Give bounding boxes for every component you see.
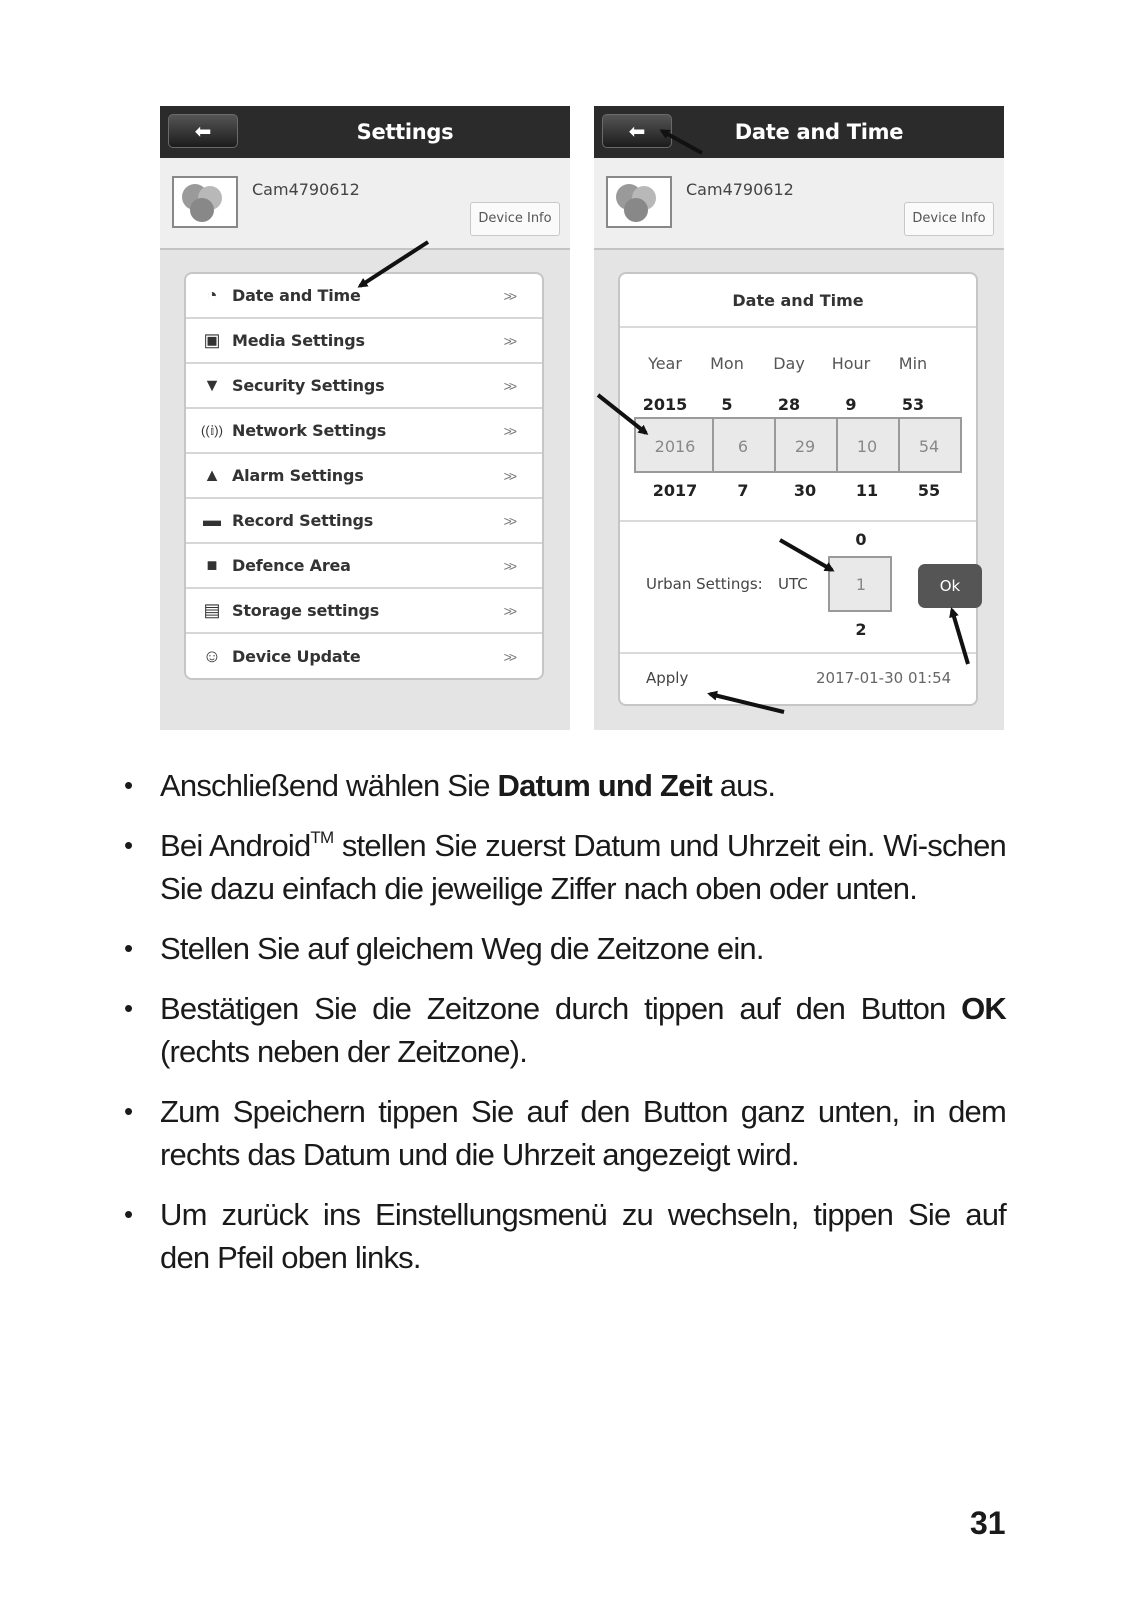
menu-item-label: Record Settings — [232, 511, 374, 530]
menu-item-network-settings[interactable] — [186, 409, 542, 454]
column-header-day: Day — [773, 354, 805, 373]
bullet-2: • Bei Android™ stellen Sie zuerst Datum und Uhrzeit ein. Wi-schen Sie dazu einfach die jeweilige Ziffer nach oben oder unten. — [120, 824, 1006, 910]
menu-item-security-settings[interactable] — [186, 364, 542, 409]
chevron-icon: >> — [503, 377, 514, 394]
divider — [620, 520, 976, 522]
date-time-screenshot — [594, 106, 1004, 730]
lock-icon: ■ — [206, 555, 218, 575]
column-header-mon: Mon — [710, 354, 744, 373]
year-above: 2015 — [642, 395, 688, 414]
camera-name: Cam4790612 — [686, 180, 794, 199]
chevron-icon: >> — [503, 648, 514, 665]
mon-above: 5 — [721, 395, 733, 414]
page-number: 31 — [970, 1505, 1006, 1541]
min-selected: 54 — [918, 437, 940, 456]
menu-item-label: Media Settings — [232, 331, 365, 350]
column-header-hour: Hour — [831, 354, 871, 373]
bullet-5: • Zum Speichern tippen Sie auf den Button ganz unten, in dem rechts das Datum und die Uhrzeit angezeigt wird. — [120, 1090, 1006, 1176]
menu-item-alarm-settings[interactable] — [186, 454, 542, 499]
menu-item-label: Network Settings — [232, 421, 387, 440]
column-header-year: Year — [648, 354, 682, 373]
antenna-icon: ((𝕚)) — [201, 422, 223, 438]
day-below: 30 — [793, 481, 817, 500]
camera-thumbnail-icon — [172, 176, 238, 228]
back-arrow-icon: ⬅ — [194, 120, 212, 143]
menu-item-device-update[interactable] — [186, 634, 542, 679]
day-selected: 29 — [794, 437, 816, 456]
menu-item-date-and-time[interactable] — [186, 274, 542, 319]
apply-datetime-value[interactable]: 2017-01-30 01:54 — [816, 669, 952, 687]
menu-item-media-settings[interactable] — [186, 319, 542, 364]
instruction-list — [120, 764, 1006, 1296]
hour-selected: 10 — [856, 437, 878, 456]
min-below: 55 — [917, 481, 941, 500]
column-header-min: Min — [898, 354, 928, 373]
year-below: 2017 — [652, 481, 698, 500]
back-arrow-icon: ⬅ — [628, 120, 646, 143]
device-bar — [160, 158, 570, 250]
menu-item-storage-settings[interactable] — [186, 589, 542, 634]
hour-below: 11 — [855, 481, 879, 500]
menu-item-defence-area[interactable] — [186, 544, 542, 589]
panel-title: Date and Time — [620, 274, 976, 328]
device-info-button[interactable]: Device Info — [904, 202, 994, 236]
bullet-1: • Anschließend wählen Sie Datum und Zeit aus. — [120, 764, 1006, 807]
back-button[interactable] — [168, 114, 238, 148]
hour-above: 9 — [845, 395, 857, 414]
chevron-icon: >> — [503, 287, 514, 304]
bullet-4: • Bestätigen Sie die Zeitzone durch tippen auf den Button OK (rechts neben der Zeitzone). — [120, 987, 1006, 1073]
chevron-icon: >> — [503, 332, 514, 349]
menu-item-label: Device Update — [232, 647, 361, 666]
settings-menu — [184, 272, 544, 680]
apply-button[interactable]: Apply — [646, 669, 689, 687]
camera-thumbnail-icon — [606, 176, 672, 228]
clapperboard-icon: ▣ — [203, 330, 221, 350]
bell-icon: ▲ — [203, 465, 221, 485]
urban-settings-label: Urban Settings: — [646, 575, 763, 593]
day-above: 28 — [777, 395, 801, 414]
mon-selected: 6 — [737, 437, 749, 456]
timezone-below: 2 — [855, 620, 867, 639]
clock-icon: ◔ — [206, 285, 218, 305]
bullet-3: • Stellen Sie auf gleichem Weg die Zeitzone ein. — [120, 927, 1006, 970]
utc-label: UTC — [778, 575, 808, 593]
ok-button[interactable]: Ok — [918, 564, 982, 608]
menu-item-record-settings[interactable] — [186, 499, 542, 544]
timezone-selected: 1 — [855, 575, 867, 594]
menu-item-label: Defence Area — [232, 556, 351, 575]
timezone-above: 0 — [855, 530, 867, 549]
divider — [620, 652, 976, 654]
year-selected: 2016 — [654, 437, 696, 456]
menu-item-label: Date and Time — [232, 286, 361, 305]
settings-title: Settings — [356, 120, 454, 144]
device-bar — [594, 158, 1004, 250]
menu-item-label: Alarm Settings — [232, 466, 364, 485]
camera-icon: ▬ — [203, 510, 221, 530]
settings-screenshot — [160, 106, 570, 730]
min-above: 53 — [901, 395, 925, 414]
bullet-6: • Um zurück ins Einstellungsmenü zu wechseln, tippen Sie auf den Pfeil oben links. — [120, 1193, 1006, 1279]
chevron-icon: >> — [503, 512, 514, 529]
chevron-icon: >> — [503, 422, 514, 439]
camera-name: Cam4790612 — [252, 180, 360, 199]
chevron-icon: >> — [503, 467, 514, 484]
storage-icon: ▤ — [203, 600, 221, 620]
device-info-button[interactable]: Device Info — [470, 202, 560, 236]
date-time-title: Date and Time — [734, 120, 904, 144]
chevron-icon: >> — [503, 602, 514, 619]
date-time-titlebar — [594, 106, 1004, 158]
menu-item-label: Security Settings — [232, 376, 385, 395]
user-update-icon: ☺ — [202, 646, 222, 666]
mon-below: 7 — [737, 481, 749, 500]
settings-titlebar — [160, 106, 570, 158]
menu-item-label: Storage settings — [232, 601, 380, 620]
date-time-panel — [618, 272, 978, 706]
chevron-icon: >> — [503, 557, 514, 574]
shield-icon: ▼ — [203, 375, 221, 395]
